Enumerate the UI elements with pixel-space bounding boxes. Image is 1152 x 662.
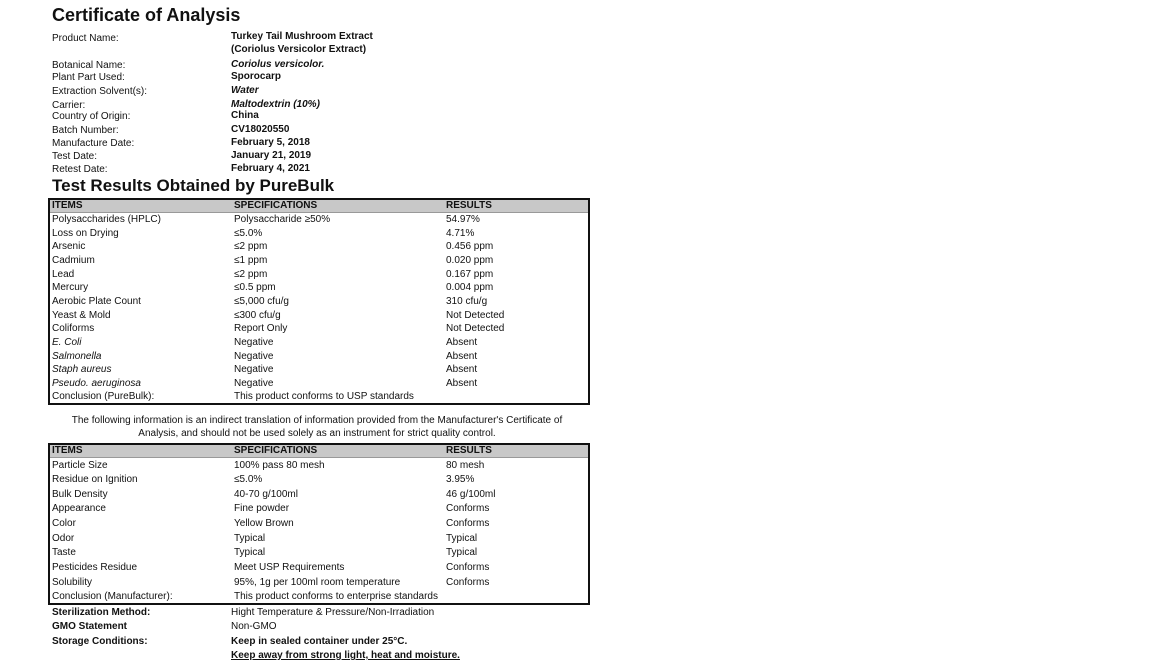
item-cell: Pseudo. aeruginosa [52,378,141,390]
item-cell: Residue on Ignition [52,474,138,486]
translation-note: The following information is an indirect translation of information provided from the Manufacturer's Certificate of Analysis, and should not be used solely as an instrument for strict quality control. [71,415,563,439]
result-cell: 4.71% [446,227,475,239]
specifications-header: SPECIFICATIONS [232,199,440,213]
spec-cell: Typical [234,547,266,559]
results-header: RESULTS [440,444,589,458]
results-table-manufacturer [48,443,590,605]
result-cell: 0.167 ppm [446,268,494,280]
spec-cell: Typical [234,532,266,544]
item-cell: Loss on Drying [52,227,119,239]
item-cell: Particle Size [52,459,108,471]
gmo-value: Non-GMO [231,621,277,632]
item-cell: Mercury [52,282,89,294]
item-cell: Cadmium [52,254,95,266]
table-row [49,349,589,363]
spec-cell: 100% pass 80 mesh [234,459,325,471]
spec-cell: This product conforms to USP standards [234,391,414,403]
table-row [49,516,589,531]
item-cell: Aerobic Plate Count [52,295,141,307]
spec-cell: Negative [234,378,274,390]
table-row [49,531,589,546]
result-cell: Absent [446,350,478,362]
spec-cell: Yellow Brown [234,518,294,530]
result-cell: Conforms [446,576,490,588]
result-cell [440,590,589,605]
result-cell: Typical [446,547,478,559]
item-cell: Yeast & Mold [52,309,111,321]
spec-cell: Negative [234,350,274,362]
table-row [49,363,589,377]
result-cell: Absent [446,364,478,376]
result-cell: Not Detected [446,309,505,321]
result-cell: 0.456 ppm [446,241,494,253]
table-row [49,336,589,350]
item-cell: E. Coli [52,337,82,349]
item-cell: Polysaccharides (HPLC) [52,214,161,226]
spec-cell: ≤5.0% [234,474,263,486]
table-row [49,390,589,404]
table-row [49,575,589,590]
items-header: ITEMS [49,444,232,458]
storage-value-2: Keep away from strong light, heat and moisture. [231,650,460,661]
item-cell: Appearance [52,503,106,515]
item-cell: Coliforms [52,323,95,335]
result-cell: 0.004 ppm [446,282,494,294]
table-row [49,322,589,336]
table-row [49,472,589,487]
carrier-label: Carrier: [52,100,86,111]
sterilization-value: Hight Temperature & Pressure/Non-Irradiation [231,607,435,618]
spec-cell: ≤0.5 ppm [234,282,276,294]
gmo-label: GMO Statement [52,621,128,632]
result-cell: 46 g/100ml [446,488,496,500]
result-cell: Absent [446,337,478,349]
result-cell: 80 mesh [446,459,485,471]
item-cell: Odor [52,532,75,544]
product-name-value: Turkey Tail Mushroom Extract [231,31,373,42]
table-row [49,254,589,268]
item-cell: Solubility [52,576,93,588]
table-row [49,240,589,254]
country-value: China [231,110,259,121]
retest-date-label: Retest Date: [52,164,108,175]
document-title: Certificate of Analysis [52,5,241,25]
spec-cell: ≤300 cfu/g [234,309,281,321]
extraction-solvent-label: Extraction Solvent(s): [52,86,148,97]
item-cell: Staph aureus [52,364,112,376]
sterilization-label: Sterilization Method: [52,607,151,618]
result-cell: 3.95% [446,474,475,486]
section-title: Test Results Obtained by PureBulk [52,176,335,195]
table-row [49,502,589,517]
specifications-header: SPECIFICATIONS [232,444,440,458]
spec-cell: 95%, 1g per 100ml room temperature [234,576,401,588]
spec-cell: ≤5,000 cfu/g [234,295,289,307]
table-row [49,213,589,227]
result-cell: 54.97% [446,214,480,226]
table-row [49,281,589,295]
table-row [49,458,589,473]
result-cell: Absent [446,378,478,390]
item-cell: Color [52,518,76,530]
table-row [49,226,589,240]
table-row [49,590,589,605]
spec-cell: This product conforms to enterprise standards [234,591,438,603]
spec-cell: Fine powder [234,503,290,515]
item-cell: Pesticides Residue [52,562,138,574]
spec-cell: ≤2 ppm [234,241,268,253]
batch-number-label: Batch Number: [52,125,119,136]
botanical-name-label: Botanical Name: [52,60,126,71]
result-cell: Conforms [446,562,490,574]
spec-cell: ≤1 ppm [234,254,268,266]
item-cell: Arsenic [52,241,86,253]
spec-cell: ≤5.0% [234,227,263,239]
results-header: RESULTS [440,199,589,213]
table-row [49,487,589,502]
spec-cell: Negative [234,364,274,376]
manufacture-date-value: February 5, 2018 [231,137,310,148]
item-cell: Taste [52,547,76,559]
result-cell [440,390,589,404]
spec-cell: Negative [234,337,274,349]
spec-cell: Report Only [234,323,288,335]
item-cell: Conclusion (PureBulk): [52,391,155,403]
table-row [49,546,589,561]
result-cell: 0.020 ppm [446,254,494,266]
carrier-value: Maltodextrin (10%) [231,99,320,110]
plant-part-label: Plant Part Used: [52,72,125,83]
item-cell: Bulk Density [52,488,108,500]
retest-date-value: February 4, 2021 [231,163,310,174]
extraction-solvent-value: Water [231,85,259,96]
result-cell: Conforms [446,503,490,515]
spec-cell: 40-70 g/100ml [234,488,298,500]
test-date-label: Test Date: [52,151,98,162]
result-cell: 310 cfu/g [446,295,488,307]
items-header: ITEMS [49,199,232,213]
manufacture-date-label: Manufacture Date: [52,138,135,149]
product-name-label: Product Name: [52,33,119,44]
spec-cell: ≤2 ppm [234,268,268,280]
country-label: Country of Origin: [52,111,131,122]
table-row [49,295,589,309]
item-cell: Lead [52,268,75,280]
spec-cell: Meet USP Requirements [234,562,345,574]
result-cell: Not Detected [446,323,505,335]
batch-number-value: CV18020550 [231,124,290,135]
result-cell: Conforms [446,518,490,530]
table-header-row [49,199,589,213]
botanical-name-value: Coriolus versicolor. [231,59,325,70]
results-table-purebulk [48,198,590,405]
storage-label: Storage Conditions: [52,636,148,647]
item-cell: Conclusion (Manufacturer): [52,591,173,603]
spec-cell: Polysaccharide ≥50% [234,214,331,226]
item-cell: Salmonella [52,350,102,362]
result-cell: Typical [446,532,478,544]
test-date-value: January 21, 2019 [231,150,312,161]
table-header-row [49,444,589,458]
product-name-value-2: (Coriolus Versicolor Extract) [231,44,367,55]
storage-value-1: Keep in sealed container under 25°C. [231,636,408,647]
table-row [49,560,589,575]
table-row [49,308,589,322]
table-row [49,267,589,281]
table-row [49,377,589,391]
plant-part-value: Sporocarp [231,71,282,82]
